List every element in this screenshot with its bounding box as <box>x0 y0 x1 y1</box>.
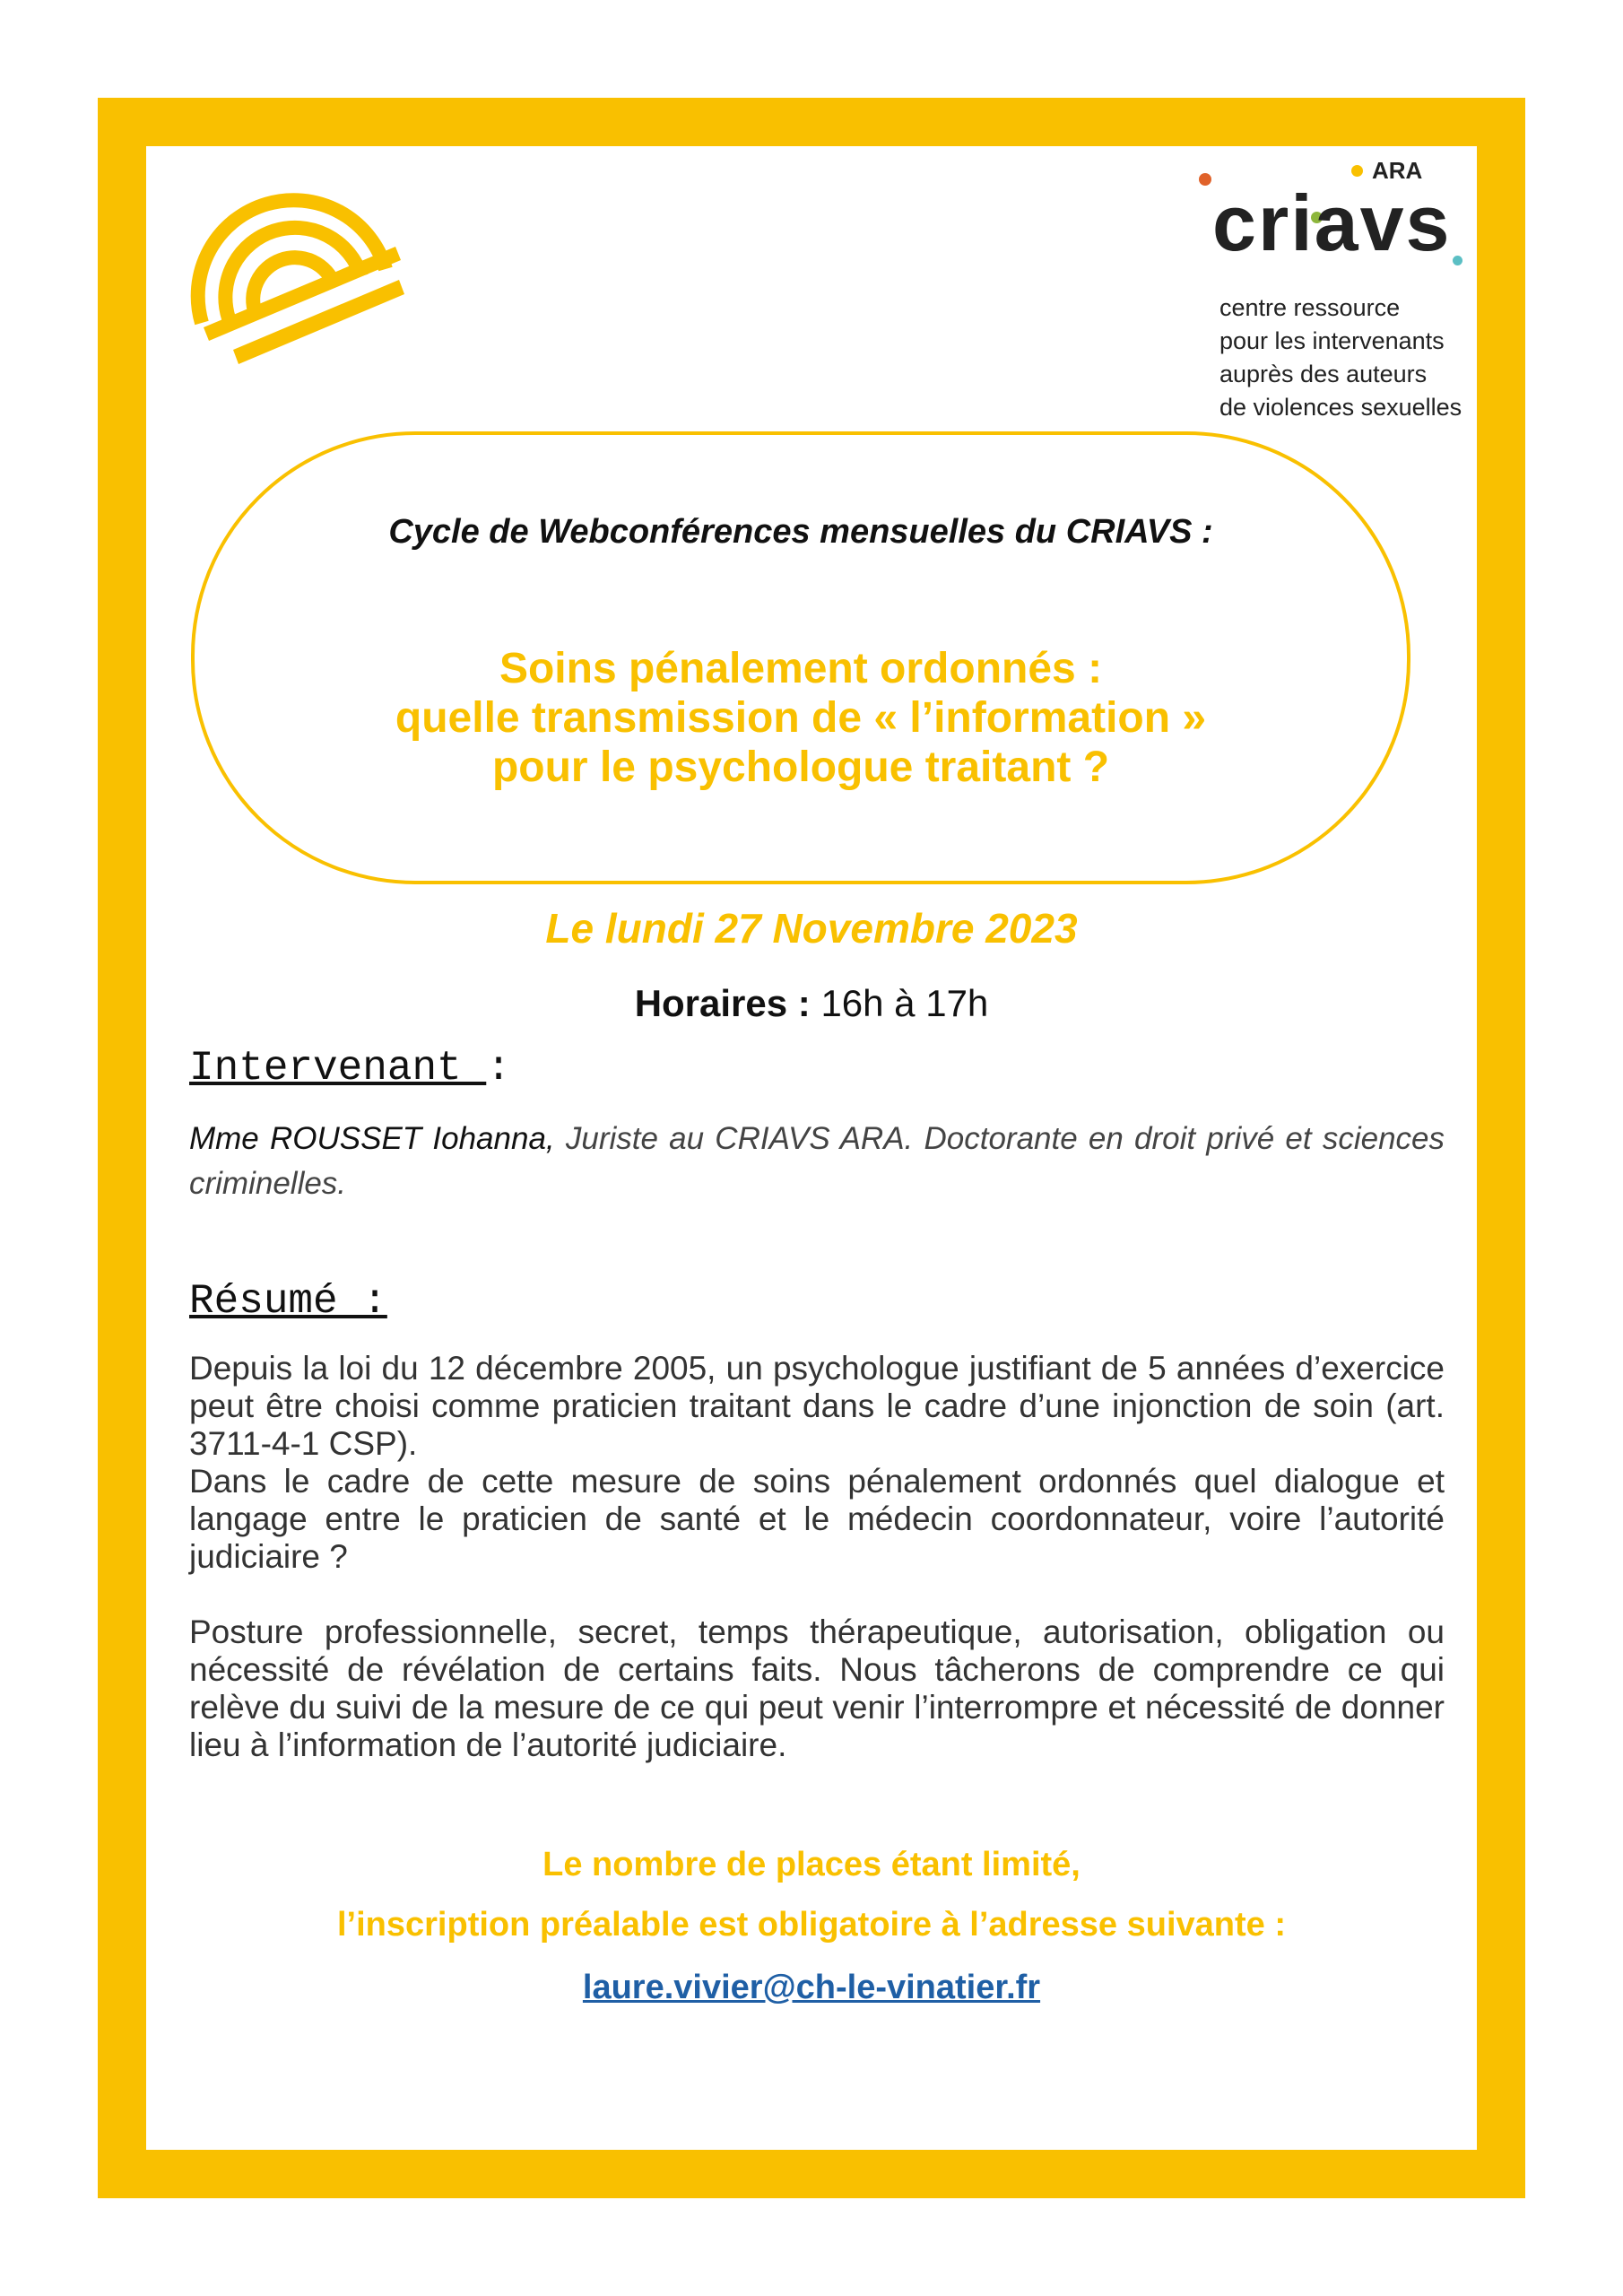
yellow-dot-icon <box>1351 165 1363 177</box>
criavs-wordmark: criavs <box>1212 178 1452 267</box>
speaker-heading-text: Intervenant <box>189 1045 487 1091</box>
title-line: quelle transmission de « l’information » <box>395 694 1207 742</box>
hours-value: 16h à 17h <box>820 982 989 1024</box>
criavs-ara: ARA <box>1372 157 1423 184</box>
event-date: Le lundi 27 Novembre 2023 <box>545 905 1078 952</box>
registration-email-link[interactable]: laure.vivier@ch-le-vinatier.fr <box>582 1969 1041 2006</box>
tagline-line: centre ressource <box>1219 294 1401 321</box>
title-line: pour le psychologue traitant ? <box>491 744 1110 791</box>
title-line: Soins pénalement ordonnés : <box>499 645 1103 692</box>
orange-dot-icon <box>1199 173 1211 186</box>
cycle-heading: Cycle de Webconférences mensuelles du CRIAVS : <box>388 513 1213 551</box>
speaker-heading <box>189 1045 511 1091</box>
resume-paragraph: Dans le cadre de cette mesure de soins pénalement ordonnés quel dialogue et langage entre le praticien de santé et le médecin coordonnateur, voire l’autorité judiciaire ? <box>189 1463 1445 1575</box>
resume-paragraph: Posture professionnelle, secret, temps thérapeutique, autorisation, obligation ou nécessité de révélation de certains faits. Nous tâcherons de comprendre ce qui relève du suivi de la mesure de ce qui peut venir l’interrompre et nécessité de donner lieu à l’information de l’autorité judiciaire. <box>189 1613 1445 1763</box>
tagline-line: auprès des auteurs <box>1219 361 1428 387</box>
arcs-logo-icon <box>184 170 408 368</box>
teal-dot-icon <box>1453 256 1462 265</box>
resume-body <box>189 1350 1445 1764</box>
event-hours <box>146 982 1477 1025</box>
tagline-line: pour les intervenants <box>1219 327 1445 354</box>
speaker-name: Mme ROUSSET Iohanna, <box>189 1121 555 1156</box>
criavs-tagline <box>1219 291 1462 424</box>
main-title <box>191 644 1410 792</box>
resume-heading-text: Résumé : <box>189 1278 387 1325</box>
speaker-description: Juriste au CRIAVS ARA. Doctorante en droit privé et sciences criminelles. <box>189 1121 1445 1201</box>
speaker-info <box>189 1117 1445 1206</box>
resume-heading <box>189 1278 387 1325</box>
registration-line-2: l’inscription préalable est obligatoire à l’adresse suivante : <box>336 1906 1286 1944</box>
tagline-line: de violences sexuelles <box>1219 394 1462 421</box>
hours-label: Horaires : <box>634 982 811 1024</box>
speaker-heading-colon: : <box>486 1045 511 1091</box>
registration-line-1: Le nombre de places étant limité, <box>542 1846 1081 1883</box>
resume-paragraph: Depuis la loi du 12 décembre 2005, un psychologue justifiant de 5 années d’exercice peut être choisi comme praticien traitant dans le cadre d’une injonction de soin (art. 3711-4-1 CSP). <box>189 1350 1445 1462</box>
